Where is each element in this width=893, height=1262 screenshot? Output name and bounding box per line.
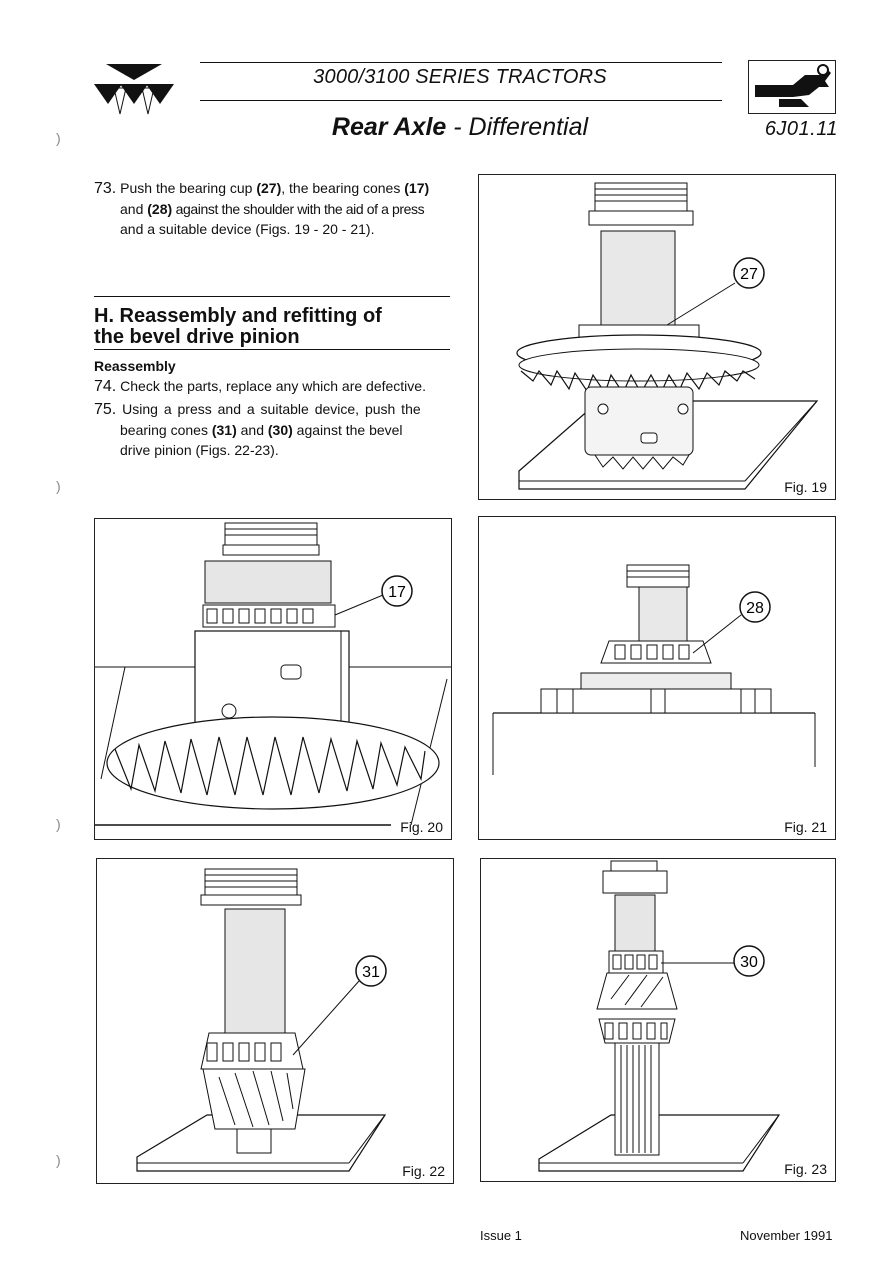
figure-22-drawing (97, 859, 453, 1183)
figure-23-label: Fig. 23 (784, 1161, 827, 1177)
step-73-line-3: and a suitable device (Figs. 19 - 20 - 21). (120, 221, 375, 237)
section-h-rule-top (94, 296, 450, 297)
figure-23 (480, 858, 836, 1182)
section-h-rule-bottom (94, 349, 450, 350)
ref-30: (30) (267, 422, 293, 438)
figure-20-drawing (95, 519, 451, 839)
step-75-line-2 (94, 420, 454, 440)
step-74 (94, 376, 454, 397)
ref-31: (31) (211, 422, 237, 438)
figure-21-label: Fig. 21 (784, 819, 827, 835)
ref-27: (27) (256, 180, 282, 196)
step-75-line-3: drive pinion (Figs. 22-23). (120, 442, 279, 458)
margin-mark-4: ) (56, 1152, 61, 1168)
figure-23-callout: 30 (740, 954, 758, 971)
section-h-heading-line-2: the bevel drive pinion (94, 326, 300, 348)
subheading-reassembly: Reassembly (94, 358, 176, 374)
step-74-text: Check the parts, replace any which are defective. (116, 378, 426, 394)
series-title: 3000/3100 SERIES TRACTORS (313, 66, 607, 88)
footer-issue: Issue 1 (480, 1228, 522, 1243)
step-73-text-d: against the shoulder with the aid of a press (172, 201, 425, 217)
workshop-icon (748, 60, 836, 114)
section-title-rest: - Differential (446, 113, 589, 141)
section-title-bold: Rear Axle (331, 113, 447, 141)
massey-ferguson-logo (92, 62, 176, 118)
figure-21-callout: 28 (746, 600, 764, 617)
figure-20-label: Fig. 20 (400, 819, 443, 835)
step-75-text-d: against the bevel (292, 422, 403, 438)
section-title (200, 113, 720, 142)
step-75-text-a: Using a press and a suitable device, push the (116, 401, 421, 417)
figure-20 (94, 518, 452, 840)
figure-21-drawing (479, 517, 835, 839)
figure-20-callout: 17 (388, 584, 406, 601)
figure-22-callout: 31 (362, 964, 380, 981)
step-75-text-c: and (236, 422, 268, 438)
figure-19-drawing (479, 175, 835, 499)
section-h-heading (94, 306, 382, 348)
ref-17: (17) (404, 180, 430, 196)
step-73 (94, 178, 454, 239)
header-rule-bottom (200, 100, 722, 101)
figure-19-callout: 27 (740, 266, 758, 283)
step-74-number: 74. (94, 378, 117, 395)
step-73-text-a: Push the bearing cup (116, 180, 257, 196)
step-73-line-2 (94, 199, 454, 219)
step-75-text-b: bearing cones (120, 422, 212, 438)
figure-19-label: Fig. 19 (784, 479, 827, 495)
section-h-heading-line-1: H. Reassembly and refitting of (94, 305, 382, 327)
figure-23-drawing (481, 859, 835, 1181)
margin-mark-3: ) (56, 816, 61, 832)
figure-22-label: Fig. 22 (402, 1163, 445, 1179)
step-75-number: 75. (94, 401, 117, 418)
figure-19 (478, 174, 836, 500)
step-73-line-1 (94, 178, 454, 199)
figure-22 (96, 858, 454, 1184)
margin-mark-1: ) (56, 130, 61, 146)
step-75-line-1 (94, 399, 454, 420)
footer-date: November 1991 (740, 1228, 833, 1243)
ref-28: (28) (147, 201, 173, 217)
page-code: 6J01.11 (764, 118, 838, 140)
header-rule-top (200, 62, 722, 63)
step-73-number: 73. (94, 180, 117, 197)
step-73-text-b: , the bearing cones (281, 180, 405, 196)
step-75 (94, 399, 454, 460)
figure-21 (478, 516, 836, 840)
margin-mark-2: ) (56, 478, 61, 494)
step-73-text-c: and (120, 201, 148, 217)
